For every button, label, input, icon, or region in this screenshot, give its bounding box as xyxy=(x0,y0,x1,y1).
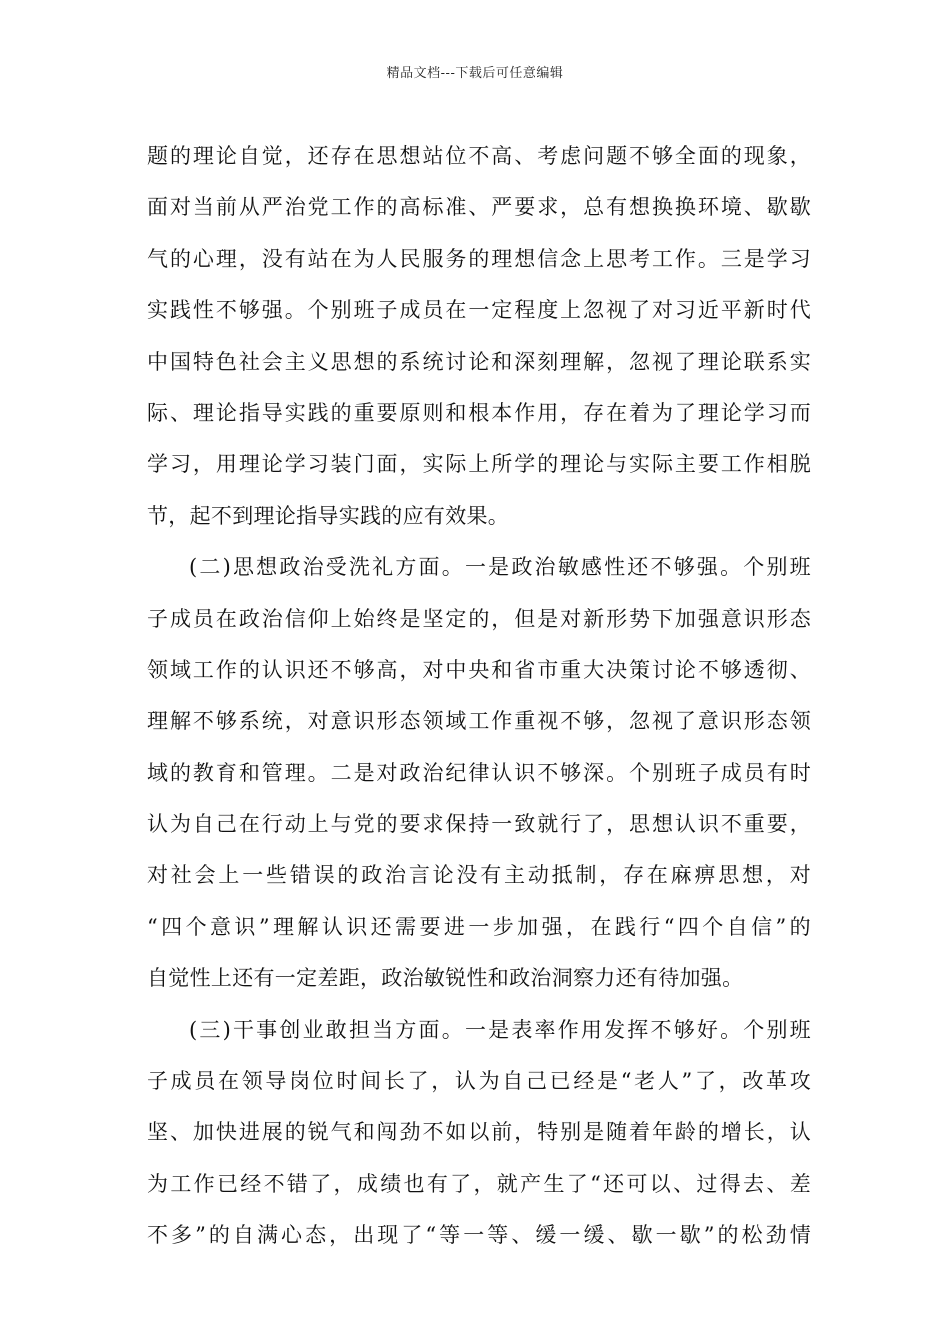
text-line: 域的教育和管理。二是对政治纪律认识不够深。个别班子成员有时 xyxy=(147,760,811,785)
body-text xyxy=(147,131,811,1262)
text-line: 节，起不到理论指导实践的应有效果。 xyxy=(147,503,510,528)
text-line: (二)思想政治受洗礼方面。一是政治敏感性还不够强。个别班 xyxy=(189,555,811,580)
text-line: “四个意识”理解认识还需要进一步加强，在践行“四个自信”的 xyxy=(147,914,811,939)
text-line: 领域工作的认识还不够高，对中央和省市重大决策讨论不够透彻、 xyxy=(147,657,811,682)
paragraph-2 xyxy=(147,542,811,1005)
text-line: 实践性不够强。个别班子成员在一定程度上忽视了对习近平新时代 xyxy=(147,298,811,323)
paragraph-1 xyxy=(147,131,811,542)
text-line: 子成员在领导岗位时间长了，认为自己已经是“老人”了，改革攻 xyxy=(147,1069,811,1094)
text-line: 对社会上一些错误的政治言论没有主动抵制，存在麻痹思想，对 xyxy=(147,863,811,888)
text-line: 认为自己在行动上与党的要求保持一致就行了，思想认识不重要， xyxy=(147,812,811,837)
text-line: 中国特色社会主义思想的系统讨论和深刻理解，忽视了理论联系实 xyxy=(147,349,811,374)
page-header: 精品文档---下载后可任意编辑 xyxy=(386,66,564,81)
text-line: 题的理论自觉，还存在思想站位不高、考虑问题不够全面的现象， xyxy=(147,144,811,168)
text-line: 气的心理，没有站在为人民服务的理想信念上思考工作。三是学习 xyxy=(147,246,811,271)
text-line: 自觉性上还有一定差距，政治敏锐性和政治洞察力还有待加强。 xyxy=(147,966,744,991)
text-line: 际、理论指导实践的重要原则和根本作用，存在着为了理论学习而 xyxy=(147,400,811,425)
text-line: 不多”的自满心态，出现了“等一等、缓一缓、歇一歇”的松劲情 xyxy=(147,1223,811,1248)
text-line: 子成员在政治信仰上始终是坚定的，但是对新形势下加强意识形态 xyxy=(147,606,811,631)
text-line: 面对当前从严治党工作的高标准、严要求，总有想换换环境、歇歇 xyxy=(147,195,811,220)
text-line: 理解不够系统，对意识形态领域工作重视不够，忽视了意识形态领 xyxy=(147,709,811,734)
text-line: 为工作已经不错了，成绩也有了，就产生了“还可以、过得去、差 xyxy=(147,1171,811,1196)
paragraph-3 xyxy=(147,1005,811,1262)
text-line: (三)干事创业敢担当方面。一是表率作用发挥不够好。个别班 xyxy=(189,1017,811,1042)
text-line: 坚、加快进展的锐气和闯劲不如以前，特别是随着年龄的增长，认 xyxy=(147,1120,811,1145)
text-line: 学习，用理论学习装门面，实际上所学的理论与实际主要工作相脱 xyxy=(147,452,811,477)
